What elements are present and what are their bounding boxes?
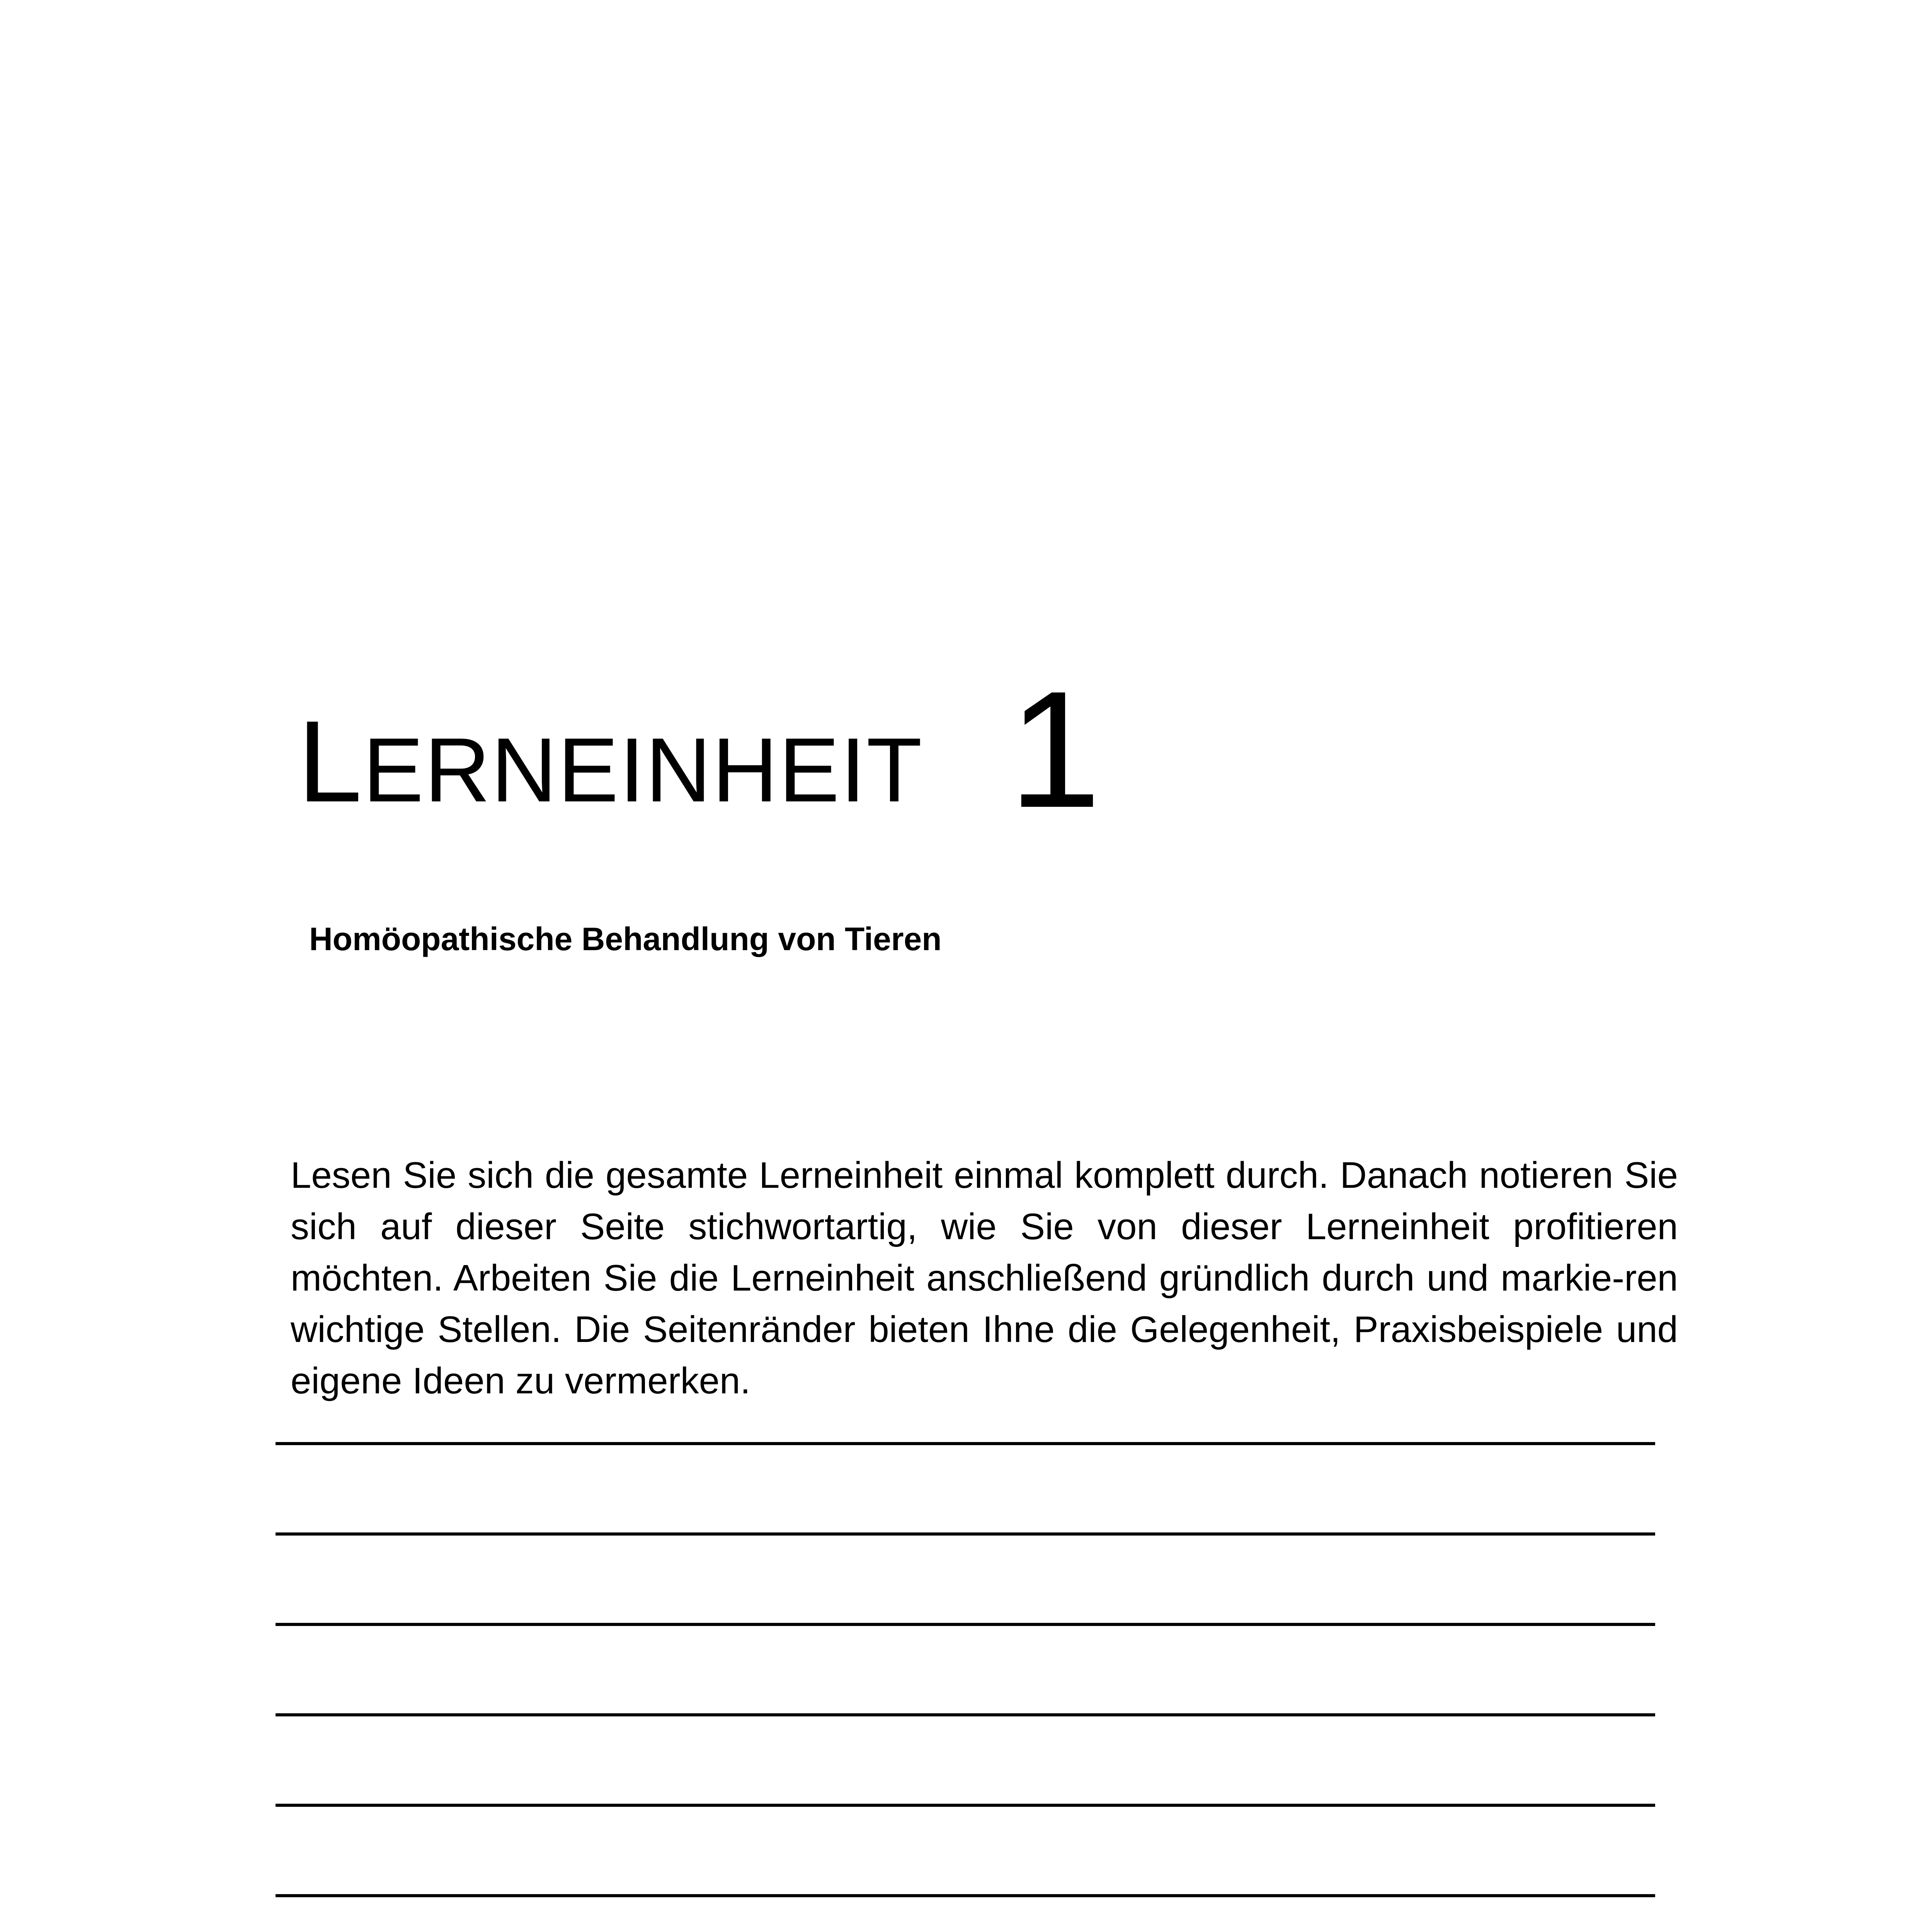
intro-paragraph: Lesen Sie sich die gesamte Lerneinheit einmal komplett durch. Danach notieren Sie sich auf dieser Seite stichwortartig, wie Sie von dieser Lerneinheit profitieren möchten. Arbeiten Sie die Lerneinheit anschließend gründlich durch und markie-ren wichtige Stellen. Die Seitenränder bieten Ihne die Gelegenheit, Praxisbeispiele und eigene Ideen zu vermerken.	[291, 1155, 1678, 1401]
chapter-title	[298, 696, 923, 826]
chapter-subtitle: Homöopathische Behandlung von Tieren	[309, 921, 942, 957]
chapter-title-rest: ERNEINHEIT	[362, 719, 923, 821]
note-line	[276, 1442, 1655, 1445]
chapter-title-initial: L	[298, 696, 363, 826]
note-line	[276, 1713, 1655, 1716]
note-line	[276, 1532, 1655, 1536]
note-line	[276, 1894, 1655, 1897]
chapter-number: 1	[1009, 657, 1101, 842]
note-line	[276, 1804, 1655, 1807]
chapter-heading	[298, 657, 1225, 873]
note-line	[276, 1623, 1655, 1626]
